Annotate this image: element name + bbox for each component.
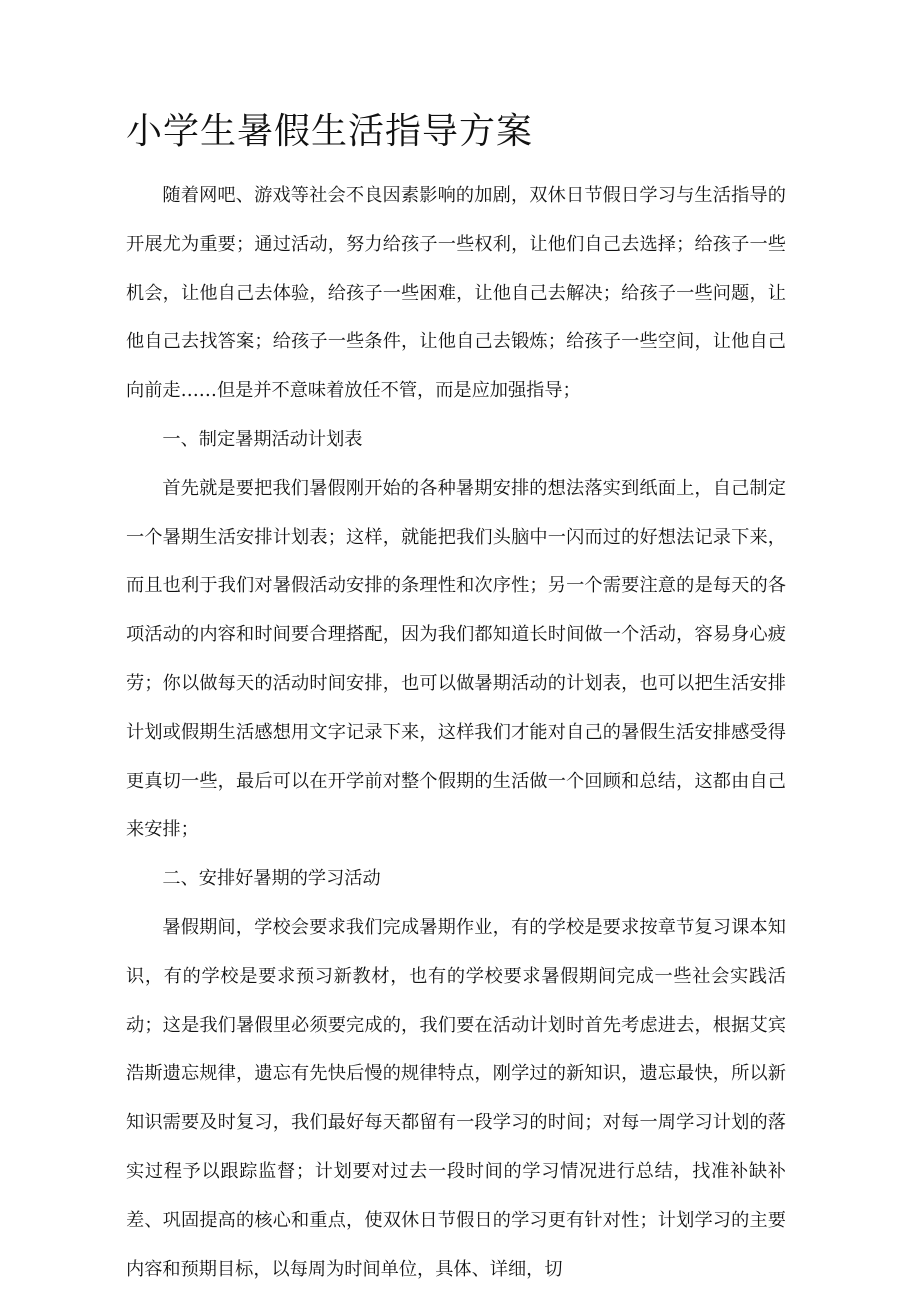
document-body (126, 172, 786, 1294)
section-2-paragraph: 暑假期间，学校会要求我们完成暑期作业，有的学校是要求按章节复习课本知识，有的学校是要求预习新教材，也有的学校要求暑假期间完成一些社会实践活动；这是我们暑假里必须要完成的，我们要在活动计划时首先考虑进去，根据艾宾浩斯遗忘规律，遗忘有先快后慢的规律特点，刚学过的新知识，遗忘最快，所以新知识需要及时复习，我们最好每天都留有一段学习的时间；对每一周学习计划的落实过程予以跟踪监督；计划要对过去一段时间的学习情况进行总结，找准补缺补差、巩固提高的核心和重点，使双休日节假日的学习更有针对性；计划学习的主要内容和预期目标，以每周为时间单位，具体、详细，切 (126, 916, 786, 1280)
section-2-heading: 二、安排好暑期的学习活动 (162, 868, 381, 890)
document-title: 小学生暑假生活指导方案 (126, 111, 534, 152)
intro-paragraph: 随着网吧、游戏等社会不良因素影响的加剧，双休日节假日学习与生活指导的开展尤为重要；通过活动，努力给孩子一些权利，让他们自己去选择；给孩子一些机会，让他自己去体验，给孩子一些困难，让他自己去解决；给孩子一些问题，让他自己去找答案；给孩子一些条件，让他自己去锻炼；给孩子一些空间，让他自己向前走……但是并不意味着放任不管，而是应加强指导； (126, 185, 786, 402)
section-1-heading: 一、制定暑期活动计划表 (162, 428, 363, 450)
section-1-paragraph: 首先就是要把我们暑假刚开始的各种暑期安排的想法落实到纸面上，自己制定一个暑期生活安排计划表；这样，就能把我们头脑中一闪而过的好想法记录下来，而且也利于我们对暑假活动安排的条理性和次序性；另一个需要注意的是每天的各项活动的内容和时间要合理搭配，因为我们都知道长时间做一个活动，容易身心疲劳；你以做每天的活动时间安排，也可以做暑期活动的计划表，也可以把生活安排计划或假期生活感想用文字记录下来，这样我们才能对自己的暑假生活安排感受得更真切一些，最后可以在开学前对整个假期的生活做一个回顾和总结，这都由自己来安排； (126, 477, 786, 841)
